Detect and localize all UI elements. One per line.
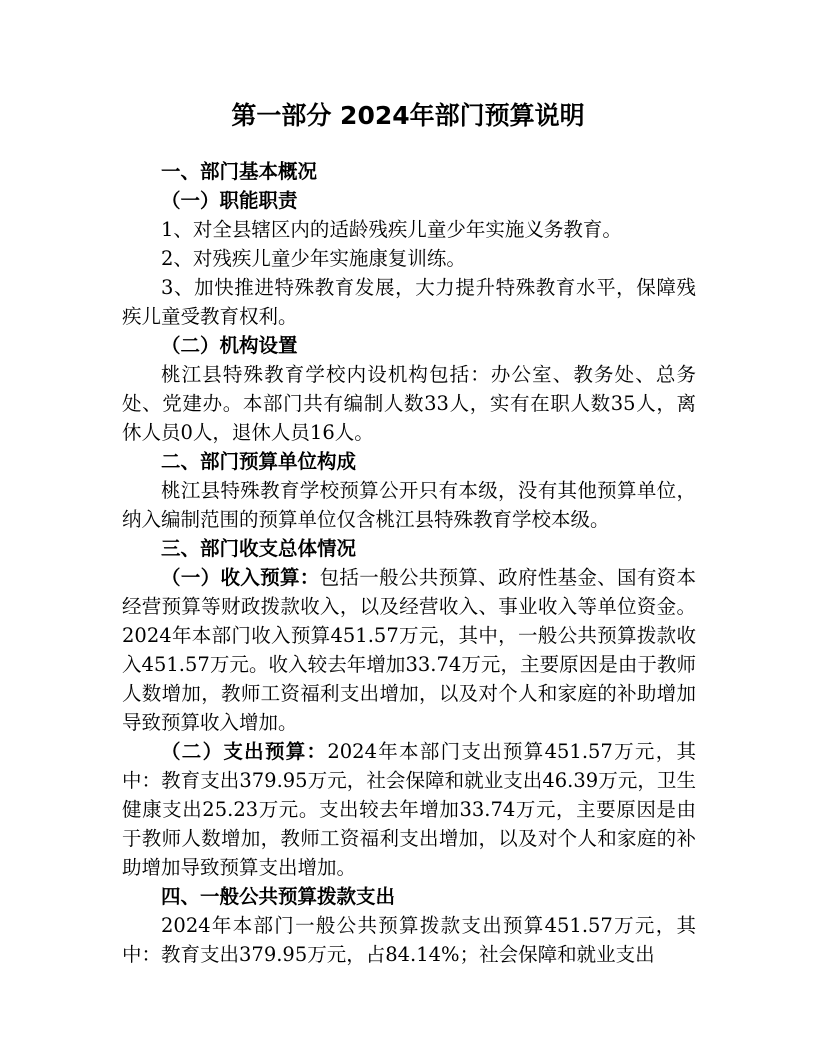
general-public-budget-paragraph: 2024年本部门一般公共预算拨款支出预算451.57万元，其中：教育支出379.95万元，占84.14%；社会保障和就业支出 (122, 914, 696, 966)
section-heading-budget-units: 二、部门预算单位构成 (161, 450, 357, 473)
organization-paragraph: 桃江县特殊教育学校内设机构包括：办公室、教务处、总务处、党建办。本部门共有编制人数33人，实有在职人数35人，离休人员0人，退休人员16人。 (122, 363, 696, 444)
function-item-3: 3、加快推进特殊教育发展，大力提升特殊教育水平，保障残疾儿童受教育权利。 (122, 276, 696, 328)
section-heading-basic-overview: 一、部门基本概况 (161, 160, 318, 183)
income-budget-paragraph (122, 563, 696, 737)
function-item-2: 2、对残疾儿童少年实施康复训练。 (161, 247, 466, 270)
budget-units-paragraph: 桃江县特殊教育学校预算公开只有本级，没有其他预算单位，纳入编制范围的预算单位仅含桃江县特殊教育学校本级。 (122, 479, 696, 531)
expense-budget-lead: （二）支出预算： (161, 740, 328, 763)
document-body (122, 157, 696, 969)
section-heading-general-public-budget: 四、一般公共预算拨款支出 (161, 885, 396, 908)
section-heading-overall-budget: 三、部门收支总体情况 (161, 537, 357, 560)
expense-budget-text: 2024年本部门支出预算451.57万元，其中：教育支出379.95万元，社会保障和就业支出46.39万元，卫生健康支出25.23万元。支出较去年增加33.74万元，主要原因是由于教师人数增加，教师工资福利支出增加，以及对个人和家庭的补助增加导致预算支出增加。 (122, 740, 696, 879)
subsection-heading-organization: （二）机构设置 (161, 334, 298, 357)
page-title: 第一部分 2024年部门预算说明 (231, 101, 585, 130)
expense-budget-paragraph (122, 737, 696, 882)
income-budget-text: 包括一般公共预算、政府性基金、国有资本经营预算等财政拨款收入，以及经营收入、事业收入等单位资金。2024年本部门收入预算451.57万元，其中，一般公共预算拨款收入451.57万元。收入较去年增加33.74万元，主要原因是由于教师人数增加，教师工资福利支出增加，以及对个人和家庭的补助增加导致预算收入增加。 (122, 566, 696, 734)
income-budget-lead: （一）收入预算： (161, 566, 320, 589)
function-item-1: 1、对全县辖区内的适龄残疾儿童少年实施义务教育。 (161, 218, 622, 241)
subsection-heading-functions: （一）职能职责 (161, 189, 298, 212)
